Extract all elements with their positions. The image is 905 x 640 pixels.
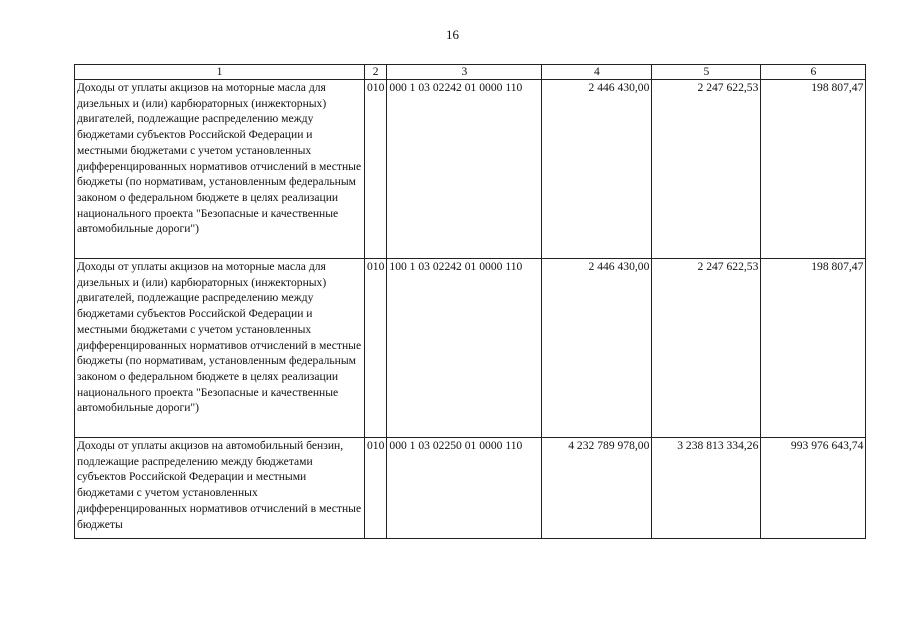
row-name: Доходы от уплаты акцизов на моторные масла для дизельных и (или) карбюраторных (инжекторных) двигателей, подлежащие распределению между бюджетами субъектов Российской Федерации и местными бюджетами с учетом установленных дифференцированных нормативов отчислений в местные бюджеты (по нормативам, установленным федеральным законом о федеральном бюджете в целях реализации национального проекта "Безопасные и качественные автомобильные дороги") (75, 80, 365, 259)
header-col-1: 1 (75, 65, 365, 80)
row-classification-code: 100 1 03 02242 01 0000 110 (387, 259, 542, 438)
header-row (75, 65, 866, 80)
table-row (75, 80, 866, 259)
row-value-col5: 3 238 813 334,26 (652, 438, 761, 539)
row-code: 010 (365, 259, 387, 438)
row-classification-code: 000 1 03 02250 01 0000 110 (387, 438, 542, 539)
report-table (74, 64, 866, 539)
row-value-col4: 4 232 789 978,00 (542, 438, 652, 539)
header-col-4: 4 (542, 65, 652, 80)
row-value-col6: 198 807,47 (761, 80, 866, 259)
row-value-col5: 2 247 622,53 (652, 80, 761, 259)
row-name: Доходы от уплаты акцизов на автомобильный бензин, подлежащие распределению между бюджетами субъектов Российской Федерации и местными бюджетами с учетом установленных дифференцированных нормативов отчислений в местные бюджеты (75, 438, 365, 539)
row-value-col6: 993 976 643,74 (761, 438, 866, 539)
row-code: 010 (365, 438, 387, 539)
row-code: 010 (365, 80, 387, 259)
table-row (75, 259, 866, 438)
row-value-col4: 2 446 430,00 (542, 80, 652, 259)
header-col-2: 2 (365, 65, 387, 80)
row-value-col6: 198 807,47 (761, 259, 866, 438)
header-col-5: 5 (652, 65, 761, 80)
row-value-col5: 2 247 622,53 (652, 259, 761, 438)
row-value-col4: 2 446 430,00 (542, 259, 652, 438)
row-name: Доходы от уплаты акцизов на моторные масла для дизельных и (или) карбюраторных (инжекторных) двигателей, подлежащие распределению между бюджетами субъектов Российской Федерации и местными бюджетами с учетом установленных дифференцированных нормативов отчислений в местные бюджеты (по нормативам, установленным федеральным законом о федеральном бюджете в целях реализации национального проекта "Безопасные и качественные автомобильные дороги") (75, 259, 365, 438)
row-classification-code: 000 1 03 02242 01 0000 110 (387, 80, 542, 259)
page-number: 16 (446, 27, 459, 42)
header-col-6: 6 (761, 65, 866, 80)
header-col-3: 3 (387, 65, 542, 80)
table-row (75, 438, 866, 539)
